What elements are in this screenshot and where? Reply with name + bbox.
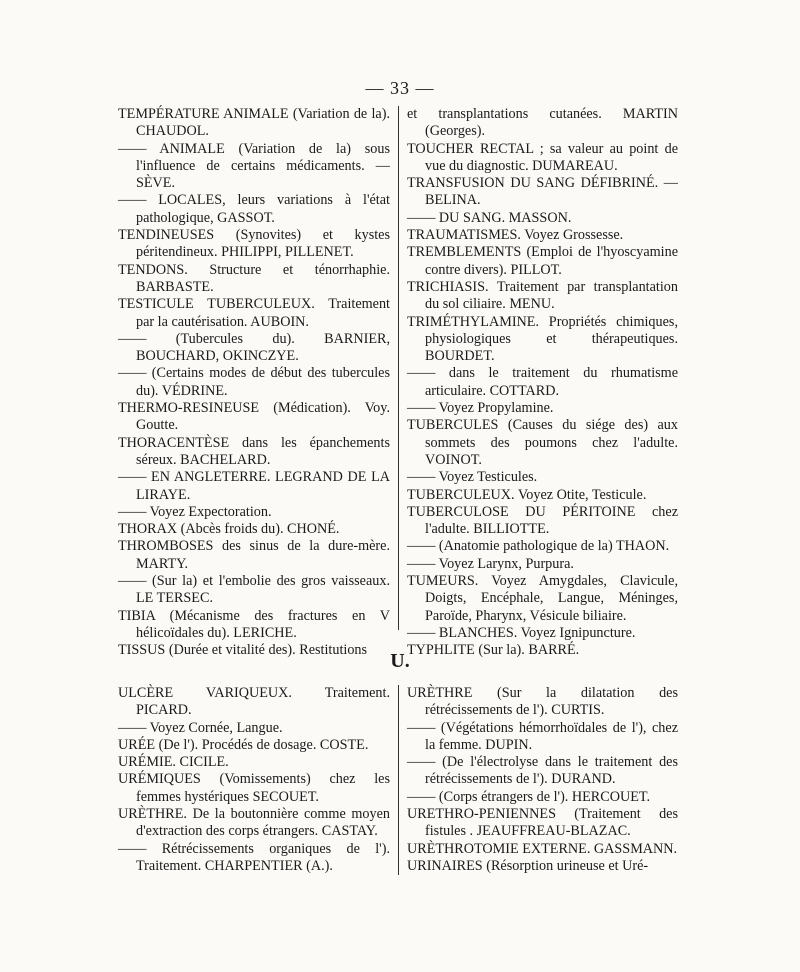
index-entry: —— (Certains modes de début des tubercules du). VÉDRINE. [118,365,390,399]
index-entry: TRANSFUSION DU SANG DÉFIBRINÉ. — BELINA. [407,175,678,209]
index-entry: —— EN ANGLETERRE. LEGRAND DE LA LIRAYE. [118,469,390,503]
index-entry: TRIMÉTHYLAMINE. Propriétés chimiques, physiologiques et thérapeutiques. BOURDET. [407,313,678,365]
index-entry: TENDINEUSES (Synovites) et kystes péritendineux. PHILIPPI, PILLENET. [118,227,390,261]
index-entry: TUBERCULEUX. Voyez Otite, Testicule. [407,486,647,503]
page-number: — 33 — [365,78,435,98]
index-entry: ULCÈRE VARIQUEUX. Traitement. PICARD. [118,685,390,719]
index-entry: THROMBOSES des sinus de la dure-mère. MARTY. [118,538,390,572]
index-entry: —— Voyez Larynx, Purpura. [407,555,574,572]
index-entry: TUBERCULOSE DU PÉRITOINE chez l'adulte. BILLIOTTE. [407,503,678,538]
column-right [398,106,678,659]
index-entry: URINAIRES (Résorption urineuse et Uré- [407,857,649,874]
index-entry: —— Voyez Propylamine. [407,400,554,417]
index-entry: URÈTHROTOMIE EXTERNE. GASSMANN. [407,840,678,857]
index-entry: URÈTHRE. De la boutonnière comme moyen d'extraction des corps étrangers. CASTAY. [118,806,390,840]
index-entry: —— DU SANG. MASSON. [407,209,572,226]
index-entry: THORACENTÈSE dans les épanchements séreux. BACHELARD. [118,434,390,468]
index-entry: —— (De l'électrolyse dans le traitement des rétrécissements de l'). DURAND. [407,754,678,788]
index-entry: TUBERCULES (Causes du siége des) aux sommets des poumons chez l'adulte. VOINOT. [407,417,678,468]
index-entry: —— (Anatomie pathologique de la) THAON. [407,538,670,555]
index-entry: —— BLANCHES. Voyez Ignipuncture. [407,624,636,641]
index-entry: URÉMIE. CICILE. [118,754,229,771]
index-entry: URÈTHRE (Sur la dilatation des rétrécissements de l'). CURTIS. [407,685,678,719]
index-entry: URÉMIQUES (Vomissements) chez les femmes hystériques SECOUET. [118,771,390,805]
index-entry: THERMO-RESINEUSE (Médication). Voy. Goutte. [118,400,390,434]
index-entry: TISSUS (Durée et vitalité des). Restitutions [118,642,368,659]
index-entry: TUMEURS. Voyez Amygdales, Clavicule, Doigts, Encéphale, Langue, Méninges, Paroïde, Pharynx, Vésicule biliaire. [407,573,678,624]
index-entry: TIBIA (Mécanisme des fractures en V hélicoïdales du). LERICHE. [118,607,390,641]
index-entry: THORAX (Abcès froids du). CHONÉ. [118,521,340,538]
index-entry: —— (Sur la) et l'embolie des gros vaisseaux. LE TERSEC. [118,573,390,607]
index-entry: TREMBLEMENTS (Emploi de l'hyoscyamine contre divers). PILLOT. [407,244,678,278]
column-left [118,106,398,659]
index-entry: TENDONS. Structure et ténorrhaphie. BARBASTE. [118,261,390,295]
index-section-u [118,685,678,875]
index-entry: —— Voyez Cornée, Langue. [118,719,283,736]
index-section-t [118,106,678,659]
index-entry: —— ANIMALE (Variation de la) sous l'influence de certains médicaments. — SÈVE. [118,140,390,192]
index-entry: —— Rétrécissements organiques de l'). Traitement. CHARPENTIER (A.). [118,840,390,874]
index-entry: —— dans le traitement du rhumatisme articulaire. COTTARD. [407,365,678,399]
index-entry: —— Voyez Testicules. [407,469,538,486]
index-entry: URÉE (De l'). Procédés de dosage. COSTE. [118,736,369,753]
index-entry: TRAUMATISMES. Voyez Grossesse. [407,227,624,244]
letter-heading: U. [390,650,410,672]
index-entry: —— Voyez Expectoration. [118,503,272,520]
index-entry: TRICHIASIS. Traitement par transplantation du sol ciliaire. MENU. [407,278,678,313]
index-entry: TOUCHER RECTAL ; sa valeur au point de vue du diagnostic. DUMAREAU. [407,140,678,174]
index-entry: —— (Tubercules du). BARNIER, BOUCHARD, OKINCZYE. [118,330,390,365]
index-entry: et transplantations cutanées. MARTIN (Georges). [407,106,678,140]
index-entry: TYPHLITE (Sur la). BARRÉ. [407,642,580,659]
index-entry: TESTICULE TUBERCULEUX. Traitement par la cautérisation. AUBOIN. [118,296,390,330]
index-entry: —— (Végétations hémorrhoïdales de l'), chez la femme. DUPIN. [407,719,678,753]
index-entry: URETHRO-PENIENNES (Traitement des fistules . JEAUFFREAU-BLAZAC. [407,806,678,840]
column-left [118,685,398,875]
column-right [398,685,678,875]
index-entry: —— LOCALES, leurs variations à l'état pathologique, GASSOT. [118,192,390,226]
index-entry: TEMPÉRATURE ANIMALE (Variation de la). CHAUDOL. [118,106,390,140]
index-entry: —— (Corps étrangers de l'). HERCOUET. [407,788,651,805]
